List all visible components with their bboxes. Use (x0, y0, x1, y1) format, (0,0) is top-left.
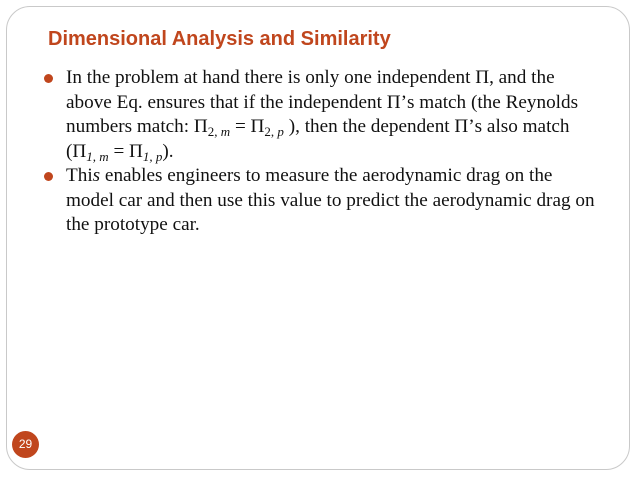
bullet-item-2 (40, 164, 600, 238)
subscript-pi1p: 1, p (142, 148, 163, 164)
bullet-item-1 (40, 66, 600, 164)
subscript-pi1m: 1, m (86, 148, 109, 164)
bullet-text-1b: = Π (230, 116, 265, 137)
subscript-pi2p-var: p (277, 124, 284, 139)
bullet-list (40, 66, 600, 238)
page-number-badge: 29 (12, 431, 39, 458)
subscript-pi2p (264, 124, 284, 139)
bullet-text-2b: enables engineers to measure the aerodynamic drag on the model car and then use this value to predict the aerodynamic drag on the prototype car. (66, 165, 595, 235)
bullet-text-2a: Thi (66, 165, 93, 186)
bullet-text-2-italic: s (92, 165, 101, 186)
bullet-text-1d: = Π (108, 140, 143, 162)
bullet-text-1a: In the problem at hand there is only one independent Π, and the above Eq. ensures that if the independent Π’s match (the Reynolds numbers match: Π (66, 67, 579, 137)
subscript-pi2m-var: m (220, 124, 231, 139)
bullet-text-1e: ). (162, 140, 174, 162)
bullet-text-1c: ), then the dependent Π’s also match (Π (66, 116, 570, 162)
subscript-pi2m (208, 124, 230, 139)
subscript-pi2m-num: 2, (207, 124, 221, 139)
slide-title: Dimensional Analysis and Similarity (48, 28, 391, 50)
bullet-icon (44, 74, 53, 83)
subscript-pi2p-num: 2, (264, 124, 278, 139)
bullet-icon (44, 172, 53, 181)
